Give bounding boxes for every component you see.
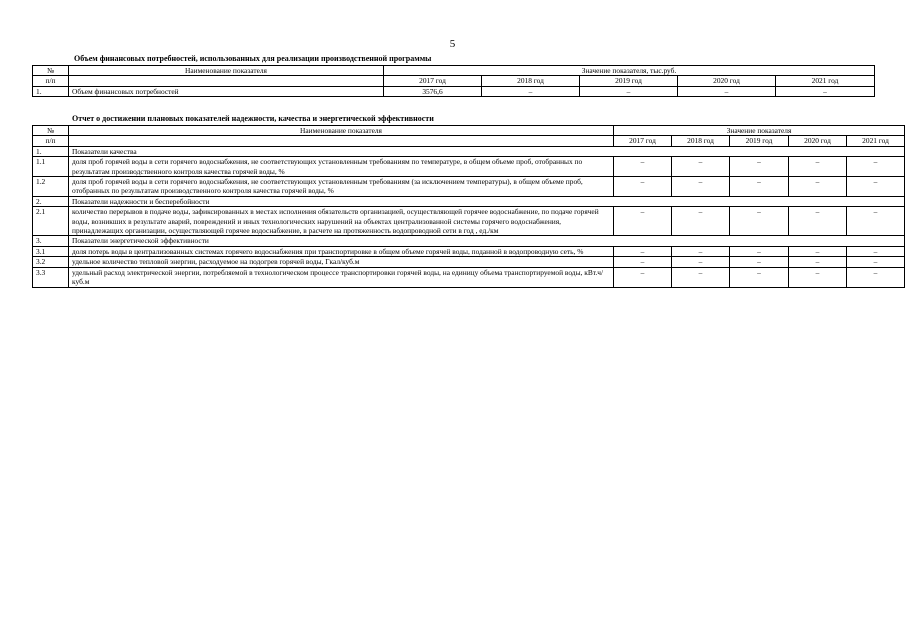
row-number: 1. <box>33 86 69 96</box>
row-number: 3.2 <box>33 257 69 267</box>
row-value: – <box>789 177 847 197</box>
table-row <box>33 257 905 267</box>
col-name-header-sub <box>69 136 614 146</box>
col-name-header: Наименование показателя <box>69 66 384 76</box>
row-number: 3.3 <box>33 267 69 287</box>
row-value: – <box>847 267 905 287</box>
table-row <box>33 157 905 177</box>
indicators-report-title: Отчет о достижении плановых показателей надежности, качества и энергетической эффективности <box>72 114 434 123</box>
col-value-group-header: Значение показателя <box>614 126 905 136</box>
section-name: Показатели надежности и бесперебойности <box>69 196 905 206</box>
row-value: – <box>672 267 730 287</box>
row-value: – <box>614 177 672 197</box>
row-number: 2.1 <box>33 207 69 236</box>
row-value: – <box>614 246 672 256</box>
row-value: – <box>730 207 789 236</box>
year-header: 2019 год <box>580 76 678 86</box>
row-number: 2. <box>33 196 69 206</box>
row-value: – <box>776 86 875 96</box>
row-name: удельный расход электрической энергии, потребляемой в технологическом процессе транспортировки горячей воды, на единицу объема транспортируемой воды, кВт.ч/куб.м <box>69 267 614 287</box>
header-row <box>33 76 875 86</box>
row-value: – <box>789 257 847 267</box>
row-value: – <box>789 157 847 177</box>
col-number-header: № <box>33 126 69 136</box>
table-row <box>33 207 905 236</box>
row-value: – <box>847 257 905 267</box>
row-value: – <box>672 157 730 177</box>
row-value: – <box>614 207 672 236</box>
row-value: – <box>847 246 905 256</box>
row-value: – <box>847 207 905 236</box>
financial-needs-title: Объем финансовых потребностей, использованных для реализации производственной программы <box>74 54 432 63</box>
row-number: 1.1 <box>33 157 69 177</box>
row-value: 3576,6 <box>384 86 482 96</box>
year-header: 2017 год <box>614 136 672 146</box>
page-number: 5 <box>449 38 456 50</box>
year-header: 2020 год <box>789 136 847 146</box>
table-row <box>33 177 905 197</box>
section-row <box>33 236 905 246</box>
row-value: – <box>847 157 905 177</box>
row-value: – <box>730 246 789 256</box>
row-value: – <box>730 267 789 287</box>
row-number: 1.2 <box>33 177 69 197</box>
col-number-header: № <box>33 66 69 76</box>
col-value-group-header: Значение показателя, тыс.руб. <box>384 66 875 76</box>
table-row <box>33 246 905 256</box>
row-value: – <box>614 257 672 267</box>
col-number-header-sub: п/п <box>33 76 69 86</box>
year-header: 2021 год <box>776 76 875 86</box>
row-value: – <box>789 246 847 256</box>
year-header: 2019 год <box>730 136 789 146</box>
row-value: – <box>614 267 672 287</box>
year-header: 2017 год <box>384 76 482 86</box>
row-value: – <box>672 257 730 267</box>
row-value: – <box>678 86 776 96</box>
row-value: – <box>580 86 678 96</box>
year-header: 2021 год <box>847 136 905 146</box>
row-value: – <box>672 246 730 256</box>
row-value: – <box>672 207 730 236</box>
row-value: – <box>482 86 580 96</box>
col-number-header-sub: п/п <box>33 136 69 146</box>
row-value: – <box>672 177 730 197</box>
indicators-report-table <box>32 125 905 288</box>
row-value: – <box>789 207 847 236</box>
year-header: 2018 год <box>672 136 730 146</box>
row-number: 3.1 <box>33 246 69 256</box>
year-header: 2018 год <box>482 76 580 86</box>
row-name: доля потерь воды в централизованных системах горячего водоснабжения при транспортировке в общем объеме горячей воды, поданной в водопроводную сеть, % <box>69 246 614 256</box>
financial-needs-table <box>32 65 875 97</box>
header-row <box>33 136 905 146</box>
row-value: – <box>730 177 789 197</box>
row-value: – <box>730 257 789 267</box>
row-value: – <box>847 177 905 197</box>
row-name: доля проб горячей воды в сети горячего водоснабжения, не соответствующих установленным требованиям (за исключением температуры), в общем объеме проб, отобранных по результатам производственного контроля качества горячей воды, % <box>69 177 614 197</box>
header-row <box>33 66 875 76</box>
section-row <box>33 196 905 206</box>
row-value: – <box>614 157 672 177</box>
row-value: – <box>730 157 789 177</box>
row-number: 3. <box>33 236 69 246</box>
section-name: Показатели энергетической эффективности <box>69 236 905 246</box>
col-name-header: Наименование показателя <box>69 126 614 136</box>
row-name: доля проб горячей воды в сети горячего водоснабжения, не соответствующих установленным требованиям по температуре, в общем объеме проб, отобранных по результатам производственного контроля качества горячей воды, % <box>69 157 614 177</box>
row-name: количество перерывов в подаче воды, зафиксированных в местах исполнения обязательств организацией, осуществляющей горячее водоснабжение, по подаче горячей воды, возникших в результате аварий, повреждений и иных технологических нарушений на объектах централизованной системы горячего водоснабжения, принадлежащих организации, осуществляющей горячее водоснабжение, в расчете на протяженность водопроводной сети в год , ед./км <box>69 207 614 236</box>
section-name: Показатели качества <box>69 146 905 156</box>
row-number: 1. <box>33 146 69 156</box>
row-value: – <box>789 267 847 287</box>
year-header: 2020 год <box>678 76 776 86</box>
row-name: удельное количество тепловой энергии, расходуемое на подогрев горячей воды, Гкал/куб.м <box>69 257 614 267</box>
col-name-header-sub <box>69 76 384 86</box>
table-row <box>33 267 905 287</box>
section-row <box>33 146 905 156</box>
row-name: Объем финансовых потребностей <box>69 86 384 96</box>
table-row <box>33 86 875 96</box>
header-row <box>33 126 905 136</box>
